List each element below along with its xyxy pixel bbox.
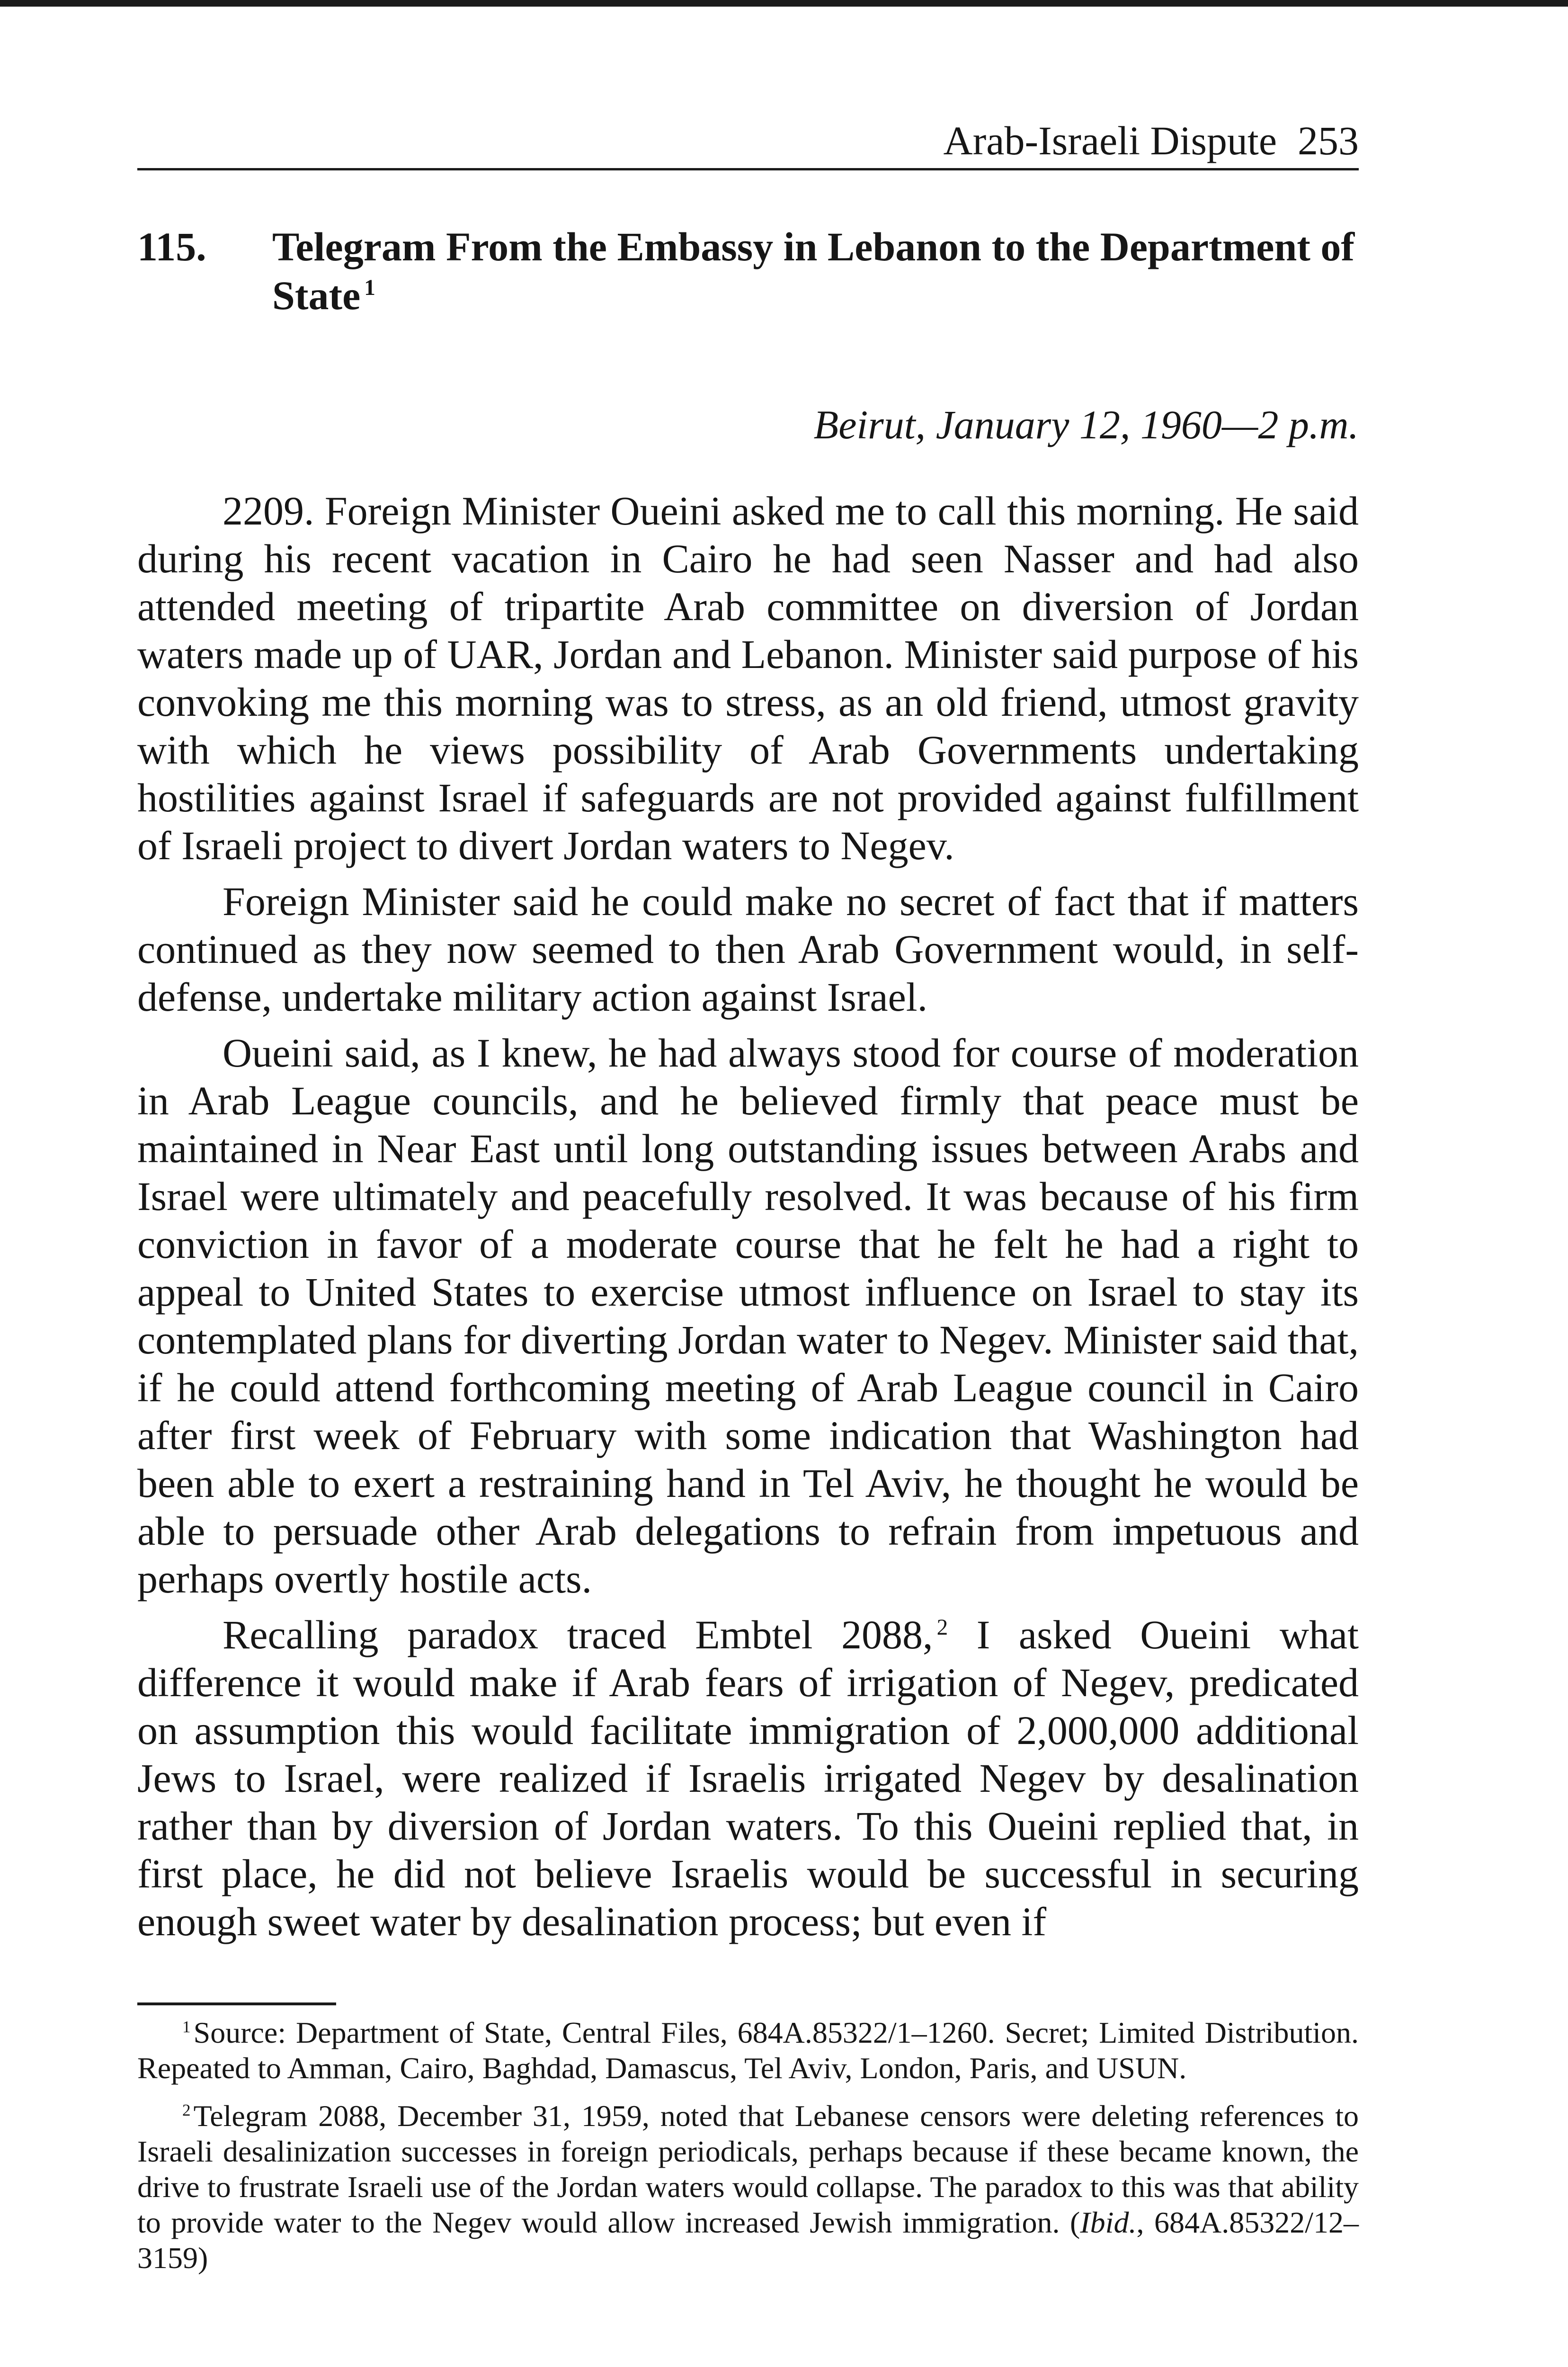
top-border bbox=[0, 0, 1568, 7]
footnotes bbox=[137, 2015, 1359, 2276]
paragraph-3: Oueini said, as I knew, he had always stood for course of moderation in Arab League councils, and he believed firmly that peace must be maintained in Near East until long outstanding issues between Arabs and Israel were ultimately and peacefully resolved. It was because of his firm conviction in favor of a moderate course that he felt he had a right to appeal to United States to exercise utmost influence on Israel to stay its contemplated plans for diverting Jordan water to Negev. Minister said that, if he could attend forthcoming meeting of Arab League council in Cairo after first week of February with some indication that Washington had been able to exert a restraining hand in Tel Aviv, he thought he would be able to persuade other Arab delegations to refrain from impetuous and perhaps overtly hostile acts. bbox=[137, 1030, 1359, 1602]
paragraph-4-end: I asked Oueini what difference it would make if Arab fears of irrigation of Negev, predicated on assumption this would facilitate immigration of 2,000,000 additional Jews to Israel, were realized if Israelis irrigated Negev by desalination rather than by diversion of Jordan waters. To this Oueini replied that, in first place, he did not believe Israelis would be successful in securing enough sweet water by desalination process; but even if bbox=[137, 1612, 1359, 1945]
paragraph-1: 2209. Foreign Minister Oueini asked me to call this morning. He said during his recent vacation in Cairo he had seen Nasser and had also attended meeting of tripartite Arab committee on diversion of Jordan waters made up of UAR, Jordan and Lebanon. Minister said purpose of his convoking me this morning was to stress, as an old friend, utmost gravity with which he views possibility of Arab Governments undertaking hostilities against Israel if safeguards are not provided against fulfillment of Israeli project to divert Jordan waters to Negev. bbox=[137, 488, 1359, 869]
footnote-2-citation: , 684A.85322/12–3159) bbox=[137, 2206, 1359, 2275]
telegram-body bbox=[137, 487, 1359, 1946]
document-title-text: Telegram From the Embassy in Lebanon to the Department of State bbox=[272, 223, 1355, 318]
footnote-2-text: Telegram 2088, December 31, 1959, noted that Lebanese censors were deleting references to Israeli desalinization successes in foreign periodicals, perhaps because if these became known, the drive to frustrate Israeli use of the Jordan waters would collapse. The paradox to this was that ability to provide water to the Negev would allow increased Jewish immigration. ( bbox=[137, 2099, 1359, 2240]
paragraph-2: Foreign Minister said he could make no secret of fact that if matters continued as they now seemed to then Arab Government would, in self-defense, undertake military action against Israel. bbox=[137, 879, 1359, 1020]
dateline: Beirut, January 12, 1960—2 p.m. bbox=[813, 401, 1359, 447]
footnote-ref-2: 2 bbox=[936, 1615, 948, 1640]
footnote-1-text: Source: Department of State, Central Files, 684A.85322/1–1260. Secret; Limited Distribution. Repeated to Amman, Cairo, Baghdad, Damascus, Tel Aviv, London, Paris, and USUN. bbox=[137, 2016, 1359, 2085]
document-heading bbox=[137, 222, 1359, 320]
footnote-1-marker: 1 bbox=[182, 2017, 191, 2036]
running-title: Arab-Israeli Dispute bbox=[943, 118, 1277, 163]
footnote-1 bbox=[137, 2015, 1359, 2086]
document-page bbox=[137, 118, 1359, 2288]
document-number: 115. bbox=[137, 223, 206, 269]
footnote-ref-1: 1 bbox=[364, 276, 375, 301]
running-header bbox=[137, 118, 1359, 170]
paragraph-4 bbox=[137, 1611, 1359, 1946]
footnote-2 bbox=[137, 2098, 1359, 2276]
page-number: 253 bbox=[1298, 118, 1359, 163]
footnote-2-marker: 2 bbox=[182, 2100, 191, 2119]
footnote-2-ibid: Ibid. bbox=[1080, 2206, 1137, 2240]
document-title bbox=[272, 222, 1359, 320]
footnote-divider bbox=[137, 2002, 336, 2005]
paragraph-4-start: Recalling paradox traced Embtel 2088, bbox=[223, 1612, 933, 1658]
